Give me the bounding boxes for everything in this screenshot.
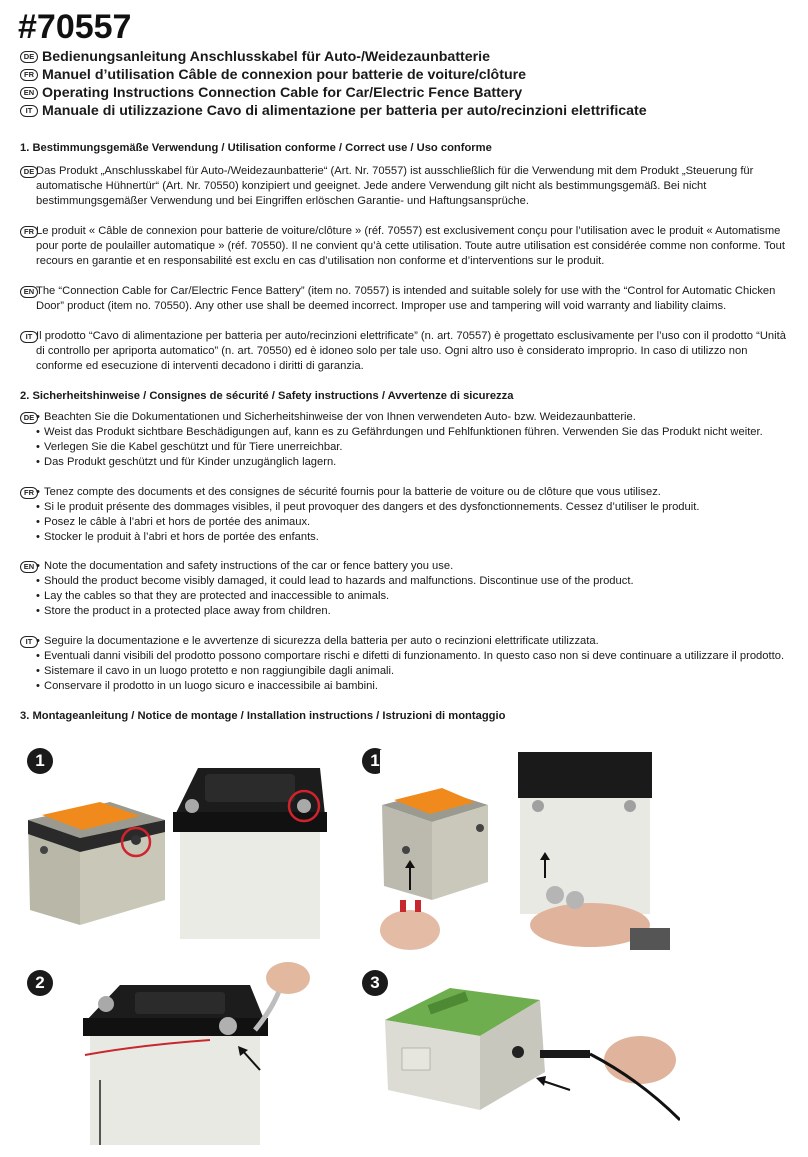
lang-badge-it: IT [20,105,38,117]
step-number: 3 [362,970,388,996]
section-3-heading: 3. Montageanleitung / Notice de montage / Installation instructions / Istruzioni di montaggio [20,710,506,722]
lang-badge-de: DE [20,412,38,424]
safety-list-en [20,559,795,619]
paragraph-text: Il prodotto “Cavo di alimentazione per batteria per auto/recinzioni elettrificate” (n. art. 70557) è progettato esclusivamente per l’uso con il prodotto “Unità di controllo per apriporta automatico” (n. art. 70550) ed è idoneo solo per tale uso. Ogni altro uso è considerato improprio. In caso di utilizzo non conforme ed esecuzione di interventi decadono i diritti di garanzia. [36,330,786,372]
title-text: Manuale di utilizzazione Cavo di alimentazione per batteria per auto/recinzioni elettrificate [42,103,647,119]
list-item: • Note the documentation and safety instructions of the car or fence battery you use. [36,559,795,574]
photo-batteries-terminals [20,760,340,950]
lang-badge-fr: FR [20,487,38,499]
step-number: 1 [27,748,53,774]
paragraph-text: Das Produkt „Anschlusskabel für Auto-/Weidezaunbatterie“ (Art. Nr. 70557) ist ausschließlich für die Verwendung mit dem Produkt „Steuerung für automatische Hühnertür“ (Art. Nr. 70550) konzipiert und geeignet. Jede andere Verwendung gilt nicht als bestimmungsgemäß. Bei nicht bestimmungsgemäßer Verwendung und bei Eingriffen erlöschen Garantie- und Haftungsansprüche. [36,165,754,207]
safety-list-fr [20,485,795,545]
lang-badge-en: EN [20,286,38,298]
step-number: 2 [27,970,53,996]
title-text: Bedienungsanleitung Anschlusskabel für Auto-/Weidezaunbatterie [42,49,491,65]
list-item: • Should the product become visibly damaged, it could lead to hazards and malfunctions. Discontinue use of the product. [36,574,795,589]
list-item: • Weist das Produkt sichtbare Beschädigungen auf, kann es zu Gefährdungen und Fehlfunktionen führen. Verwenden Sie das Produkt nicht weiter. [36,425,795,440]
paragraph-text: Le produit « Câble de connexion pour batterie de voiture/clôture » (réf. 70557) est exclusivement conçu pour l’utilisation avec le produit « Automatisme pour porte de poulailler automatique » (réf. 70550). Il ne convient qu’à cette utilisation. Toute autre utilisation est considérée comme non conforme. Tout recours en garantie et en responsabilité est exclu en cas d’utilisation non conforme et d’interventions sur le produit. [36,225,785,267]
list-item: • Si le produit présente des dommages visibles, il peut provoquer des dangers et des dysfonctionnements. Cessez d’utiliser le produit. [36,500,795,515]
photo-attaching-clamp [80,960,310,1145]
lang-badge-fr: FR [20,69,38,81]
lang-badge-it: IT [20,331,38,343]
safety-list-de [20,410,795,470]
lang-badge-it: IT [20,636,38,648]
lang-badge-fr: FR [20,226,38,238]
photo-clamps-and-hands [380,750,670,950]
list-item: • Tenez compte des documents et des consignes de sécurité fournis pour la batterie de voiture ou de clôture que vous utilisez. [36,485,795,500]
use-paragraph-de [20,164,795,209]
paragraph-text: The “Connection Cable for Car/Electric Fence Battery” (item no. 70557) is intended and suitable solely for use with the “Control for Automatic Chicken Door” product (item no. 70550). Any other use shall be deemed incorrect. Improper use and tampering will void warranty and liability claims. [36,285,776,312]
use-paragraph-it [20,329,795,374]
section-1-heading: 1. Bestimmungsgemäße Verwendung / Utilisation conforme / Correct use / Uso conforme [20,142,492,154]
title-de [20,48,490,66]
use-paragraph-en [20,284,795,314]
list-item: • Eventuali danni visibili del prodotto possono comportare rischi e difetti di funzionamento. In questo caso non si deve continuare a utilizzare il prodotto. [36,649,795,664]
section-2-heading: 2. Sicherheitshinweise / Consignes de sécurité / Safety instructions / Avvertenze di sicurezza [20,390,514,402]
lang-badge-de: DE [20,51,38,63]
title-text: Manuel d’utilisation Câble de connexion pour batterie de voiture/clôture [42,67,527,83]
list-item: • Verlegen Sie die Kabel geschützt und für Tiere unerreichbar. [36,440,795,455]
step-number: 1 [362,748,388,774]
list-item: • Stocker le produit à l’abri et hors de portée des enfants. [36,530,795,545]
title-fr [20,66,526,84]
lang-badge-en: EN [20,561,38,573]
list-item: • Store the product in a protected place away from children. [36,604,795,619]
lang-badge-de: DE [20,166,38,178]
use-paragraph-fr [20,224,795,269]
title-it [20,102,647,120]
list-item: • Seguire la documentazione e le avvertenze di sicurezza della batteria per auto o recinzioni elettrificate utilizzata. [36,634,795,649]
lang-badge-en: EN [20,87,38,99]
list-item: • Das Produkt geschützt und für Kinder unzugänglich lagern. [36,455,795,470]
list-item: • Beachten Sie die Dokumentationen und Sicherheitshinweise der von Ihnen verwendeten Auto- bzw. Weidezaunbatterie. [36,410,795,425]
list-item: • Conservare il prodotto in un luogo sicuro e inaccessibile ai bambini. [36,679,795,694]
list-item: • Sistemare il cavo in un luogo protetto e non raggiungibile dagli animali. [36,664,795,679]
list-item: • Lay the cables so that they are protected and inaccessible to animals. [36,589,795,604]
list-item: • Posez le câble à l’abri et hors de portée des animaux. [36,515,795,530]
product-number: #70557 [18,8,132,46]
safety-list-it [20,634,795,694]
title-text: Operating Instructions Connection Cable for Car/Electric Fence Battery [42,85,523,101]
title-en [20,84,522,102]
photo-control-unit [380,980,680,1140]
